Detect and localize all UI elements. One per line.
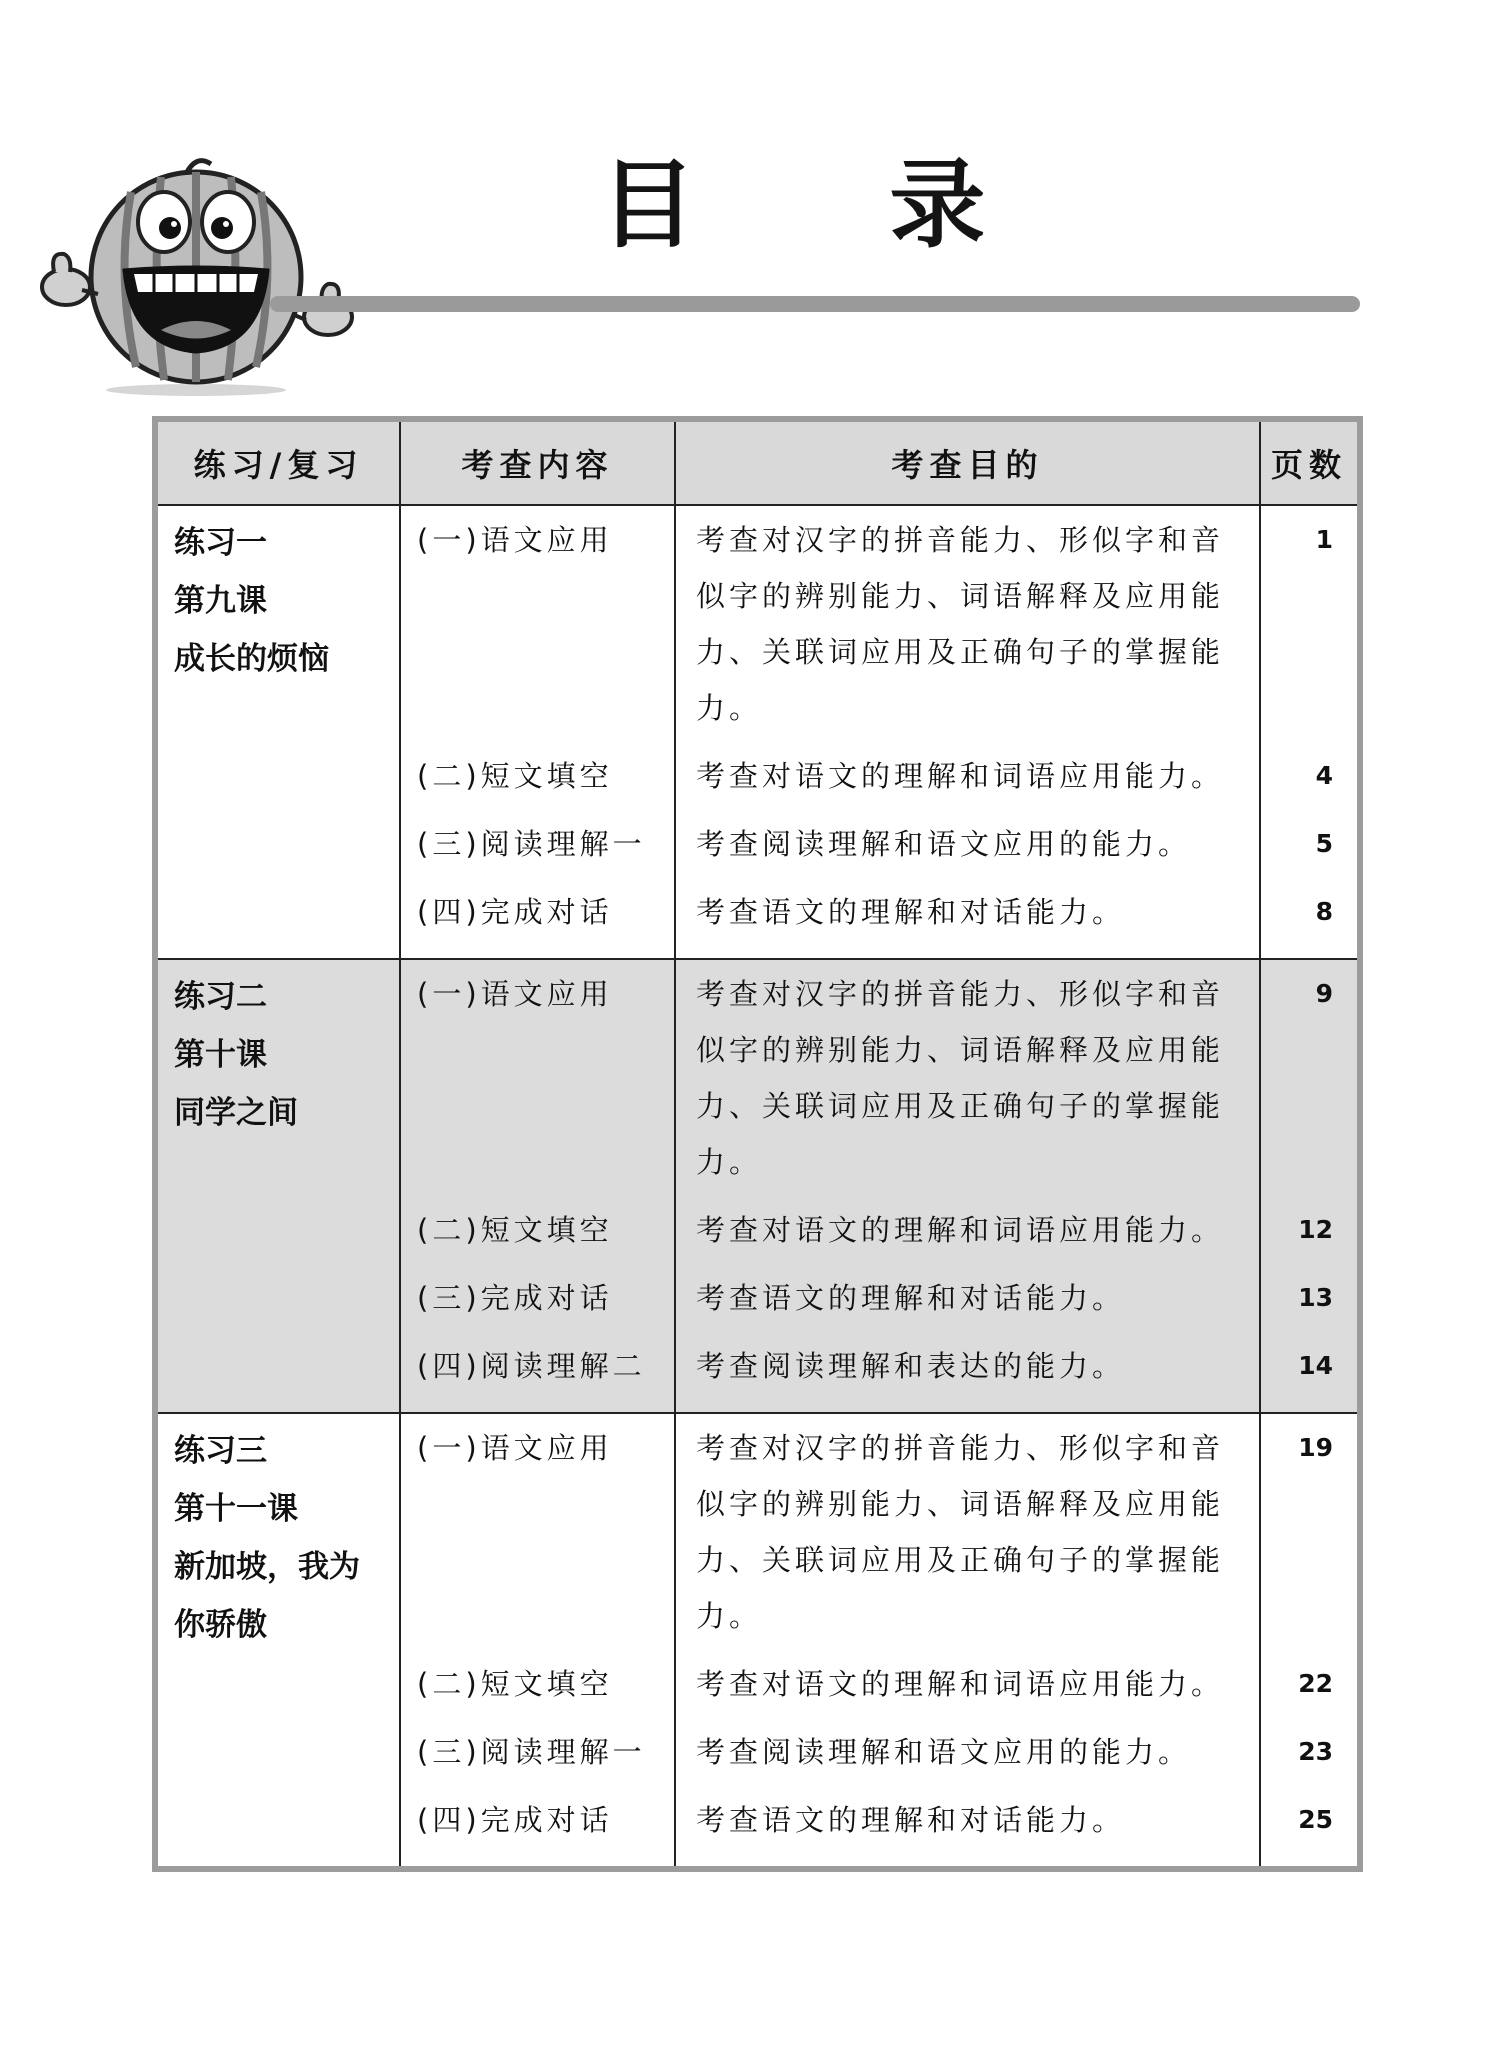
- purpose-item: 考查对语文的理解和词语应用能力。: [696, 1667, 1225, 1701]
- content-cell: [400, 959, 675, 1413]
- lesson-title: 同学之间: [174, 1095, 298, 1131]
- lesson-cell: [155, 1413, 400, 1869]
- page-number: 25: [1298, 1805, 1333, 1834]
- title-divider: [270, 296, 1360, 312]
- table-row: [155, 959, 1360, 1413]
- lesson-cell: [155, 505, 400, 959]
- page-cell: [1260, 959, 1360, 1413]
- content-item: (三)阅读理解一: [417, 1735, 646, 1769]
- content-item: (二)短文填空: [417, 1213, 613, 1247]
- table-row: [155, 1413, 1360, 1869]
- purpose-item: 考查语文的理解和对话能力。: [696, 1281, 1126, 1315]
- table-header-row: [155, 419, 1360, 505]
- purpose-item: 考查对汉字的拼音能力、形似字和音似字的辨别能力、词语解释及应用能力、关联词应用及正确句子的掌握能力。: [696, 977, 1225, 1179]
- page-number: 8: [1315, 897, 1333, 926]
- smiling-watermelon-thumbs-up-icon: [36, 142, 356, 397]
- purpose-item: 考查阅读理解和语文应用的能力。: [696, 827, 1192, 861]
- page-cell: [1260, 505, 1360, 959]
- content-item: (四)阅读理解二: [417, 1349, 646, 1383]
- lesson-number: 第十课: [174, 1037, 267, 1073]
- page-title: 目 录: [600, 149, 1066, 261]
- lesson-label: 练习二: [174, 979, 267, 1015]
- header-exercise: 练习/复习: [155, 419, 400, 505]
- content-item: (四)完成对话: [417, 1803, 613, 1837]
- content-item: (一)语文应用: [417, 1431, 613, 1465]
- page-number: 19: [1298, 1433, 1333, 1462]
- header-content: 考查内容: [400, 419, 675, 505]
- lesson-label: 练习一: [174, 525, 267, 561]
- purpose-item: 考查语文的理解和对话能力。: [696, 1803, 1126, 1837]
- page-number: 5: [1315, 829, 1333, 858]
- page-number: 4: [1315, 761, 1333, 790]
- content-cell: [400, 1413, 675, 1869]
- lesson-number: 第十一课: [174, 1491, 298, 1527]
- lesson-title: 新加坡，我为: [174, 1549, 360, 1585]
- contents-table: [152, 416, 1363, 1872]
- lesson-label: 练习三: [174, 1433, 267, 1469]
- page-number: 1: [1315, 525, 1333, 554]
- purpose-item: 考查阅读理解和语文应用的能力。: [696, 1735, 1192, 1769]
- content-item: (一)语文应用: [417, 977, 613, 1011]
- page-number: 14: [1298, 1351, 1333, 1380]
- header-page: 页数: [1260, 419, 1360, 505]
- content-item: (二)短文填空: [417, 1667, 613, 1701]
- purpose-cell: [675, 1413, 1260, 1869]
- content-item: (三)阅读理解一: [417, 827, 646, 861]
- page-number: 9: [1315, 979, 1333, 1008]
- page-number: 12: [1298, 1215, 1333, 1244]
- table-row: [155, 505, 1360, 959]
- content-item: (一)语文应用: [417, 523, 613, 557]
- content-item: (二)短文填空: [417, 759, 613, 793]
- purpose-item: 考查对汉字的拼音能力、形似字和音似字的辨别能力、词语解释及应用能力、关联词应用及正确句子的掌握能力。: [696, 523, 1225, 725]
- purpose-item: 考查阅读理解和表达的能力。: [696, 1349, 1126, 1383]
- lesson-number: 第九课: [174, 583, 267, 619]
- lesson-title: 成长的烦恼: [174, 641, 329, 677]
- purpose-cell: [675, 505, 1260, 959]
- content-item: (四)完成对话: [417, 895, 613, 929]
- purpose-item: 考查对汉字的拼音能力、形似字和音似字的辨别能力、词语解释及应用能力、关联词应用及正确句子的掌握能力。: [696, 1431, 1225, 1633]
- page-number: 13: [1298, 1283, 1333, 1312]
- purpose-item: 考查对语文的理解和词语应用能力。: [696, 1213, 1225, 1247]
- header-purpose: 考查目的: [675, 419, 1260, 505]
- page-number: 22: [1298, 1669, 1333, 1698]
- lesson-title-continued: 你骄傲: [174, 1607, 267, 1643]
- purpose-cell: [675, 959, 1260, 1413]
- content-cell: [400, 505, 675, 959]
- purpose-item: 考查语文的理解和对话能力。: [696, 895, 1126, 929]
- page-number: 23: [1298, 1737, 1333, 1766]
- content-item: (三)完成对话: [417, 1281, 613, 1315]
- lesson-cell: [155, 959, 400, 1413]
- page-cell: [1260, 1413, 1360, 1869]
- purpose-item: 考查对语文的理解和词语应用能力。: [696, 759, 1225, 793]
